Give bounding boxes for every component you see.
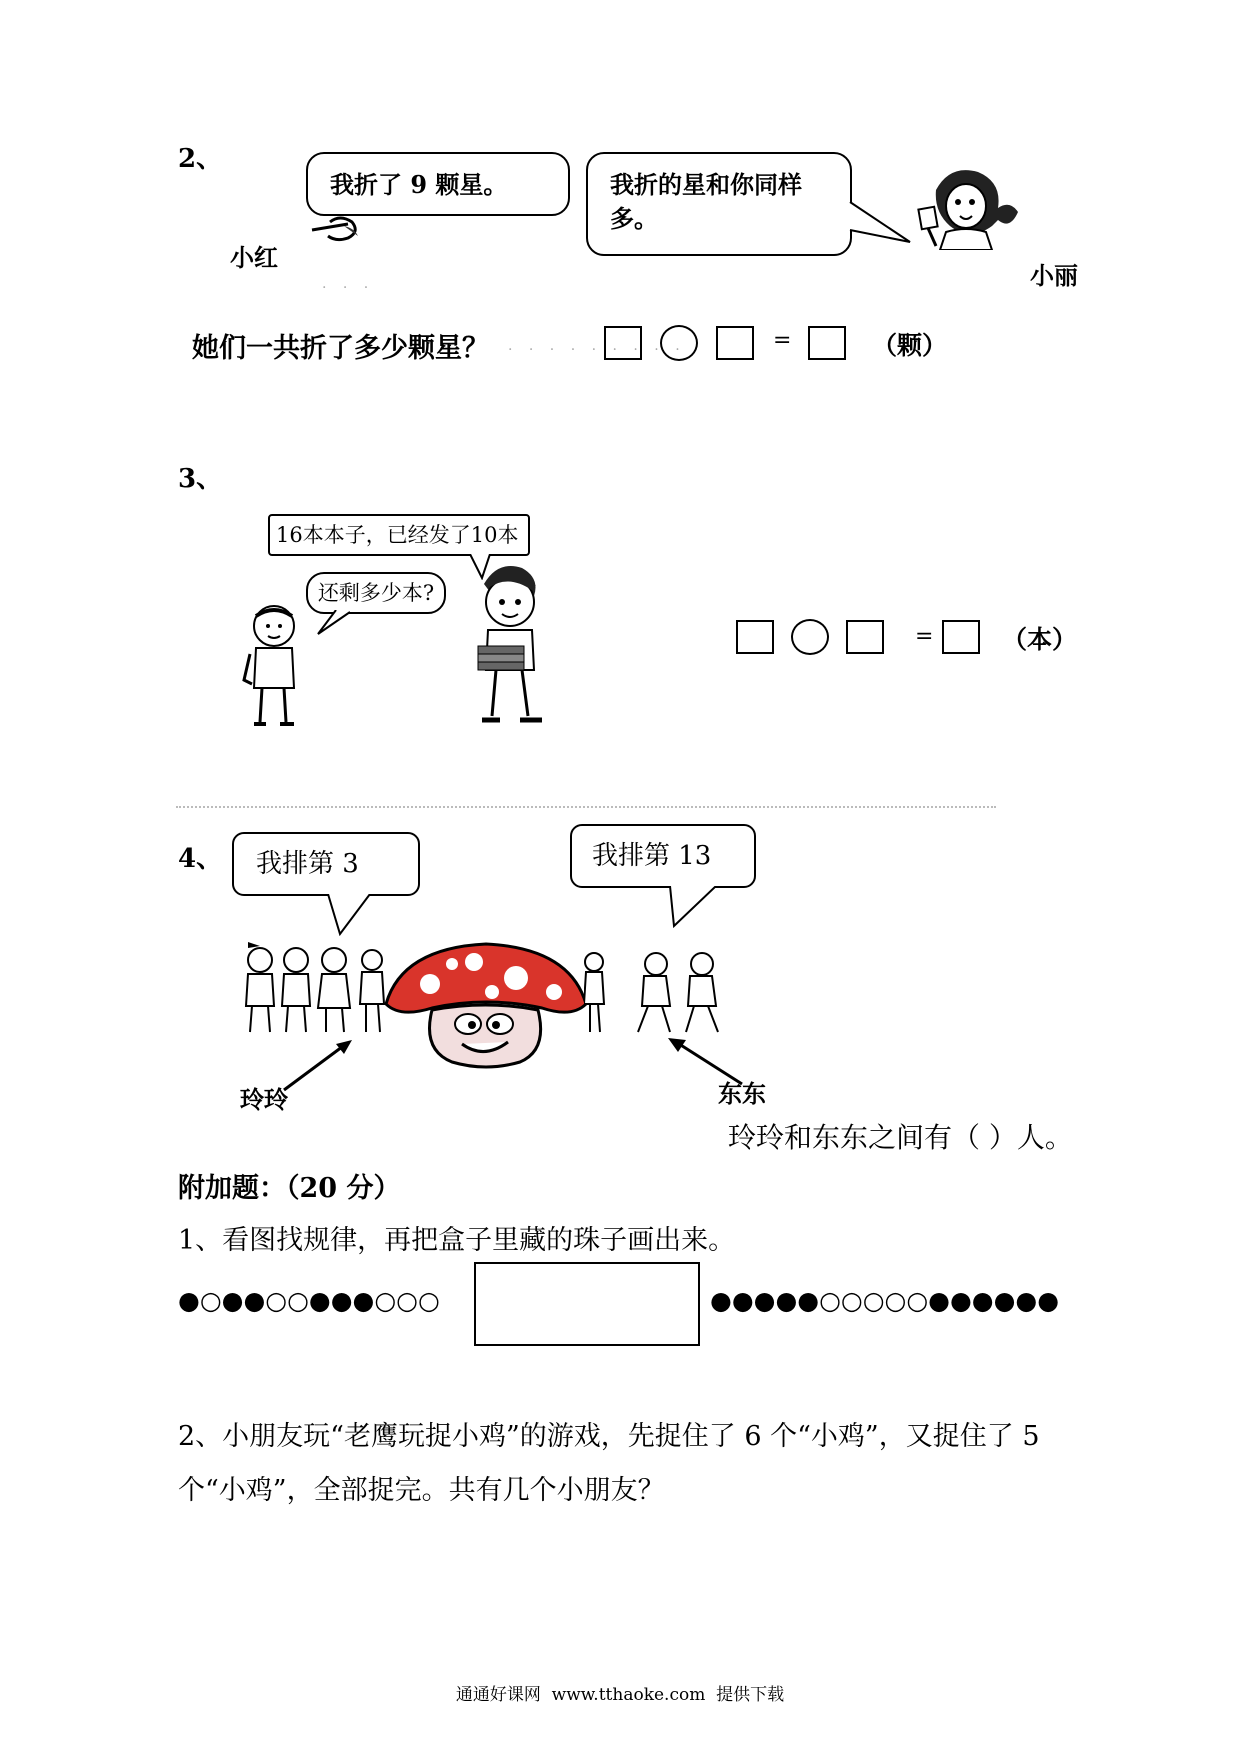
q2-bubble-xiaohong-text: 我折了 9 颗星。	[330, 170, 508, 199]
q4-bubble-dongdong-text: 我排第 13	[592, 841, 712, 871]
q4-name-lingling: 玲玲	[240, 1085, 288, 1114]
girl-xiaoli-illustration-icon	[906, 160, 1024, 250]
arrow-to-lingling-icon	[278, 1034, 358, 1094]
decorative-dots-2: . . . . . . . . .	[508, 338, 686, 354]
question-3-number: 3、	[178, 464, 223, 494]
q4-name-dongdong: 东东	[718, 1079, 766, 1108]
q2-answer-box-2[interactable]	[716, 326, 754, 360]
question-4-number: 4、	[178, 844, 223, 874]
q4-bubble-lingling	[232, 832, 420, 896]
bead-pattern-right: ●●●●●○○○○○●●●●●●	[710, 1286, 1060, 1315]
q3-bubble-bottom	[306, 572, 446, 614]
q4-bubble-lingling-text: 我排第 3	[256, 849, 359, 879]
decorative-dots: . . .	[322, 276, 375, 292]
q3-bubble-top	[268, 514, 530, 556]
q2-operator-circle[interactable]	[660, 325, 698, 361]
q2-name-xiaohong: 小红	[230, 243, 278, 272]
q2-bubble-xiaoli-text: 我折的星和你同样多。	[610, 170, 802, 233]
q2-unit: （颗）	[872, 331, 948, 360]
children-queue-right-illustration-icon	[584, 946, 734, 1038]
boy-left-illustration-icon	[236, 604, 306, 728]
q2-answer-box-1[interactable]	[604, 326, 642, 360]
bead-pattern-left: ●○●●○○●●●○○○	[178, 1286, 440, 1315]
q4-bubble-dongdong-tail	[664, 886, 724, 928]
q3-bubble-bottom-tail	[316, 610, 356, 636]
q3-operator-circle[interactable]	[791, 619, 829, 655]
section-divider-dotted	[176, 806, 996, 808]
q3-bubble-bottom-text: 还剩多少本?	[317, 581, 435, 605]
children-queue-left-illustration-icon	[240, 942, 390, 1038]
boy-right-with-books-illustration-icon	[468, 560, 548, 730]
q2-bubble-xiaoli	[586, 152, 852, 256]
bonus-q2-line2: 个“小鸡”，全部捉完。共有几个小朋友？	[178, 1475, 665, 1506]
q2-bubble-xiaohong	[306, 152, 570, 216]
q3-unit: （本）	[1002, 625, 1078, 654]
q3-answer-box-2[interactable]	[846, 620, 884, 654]
q3-bubble-top-text: 16本本子，已经发了10本	[276, 523, 519, 547]
q3-answer-box-1[interactable]	[736, 620, 774, 654]
hidden-beads-box[interactable]	[474, 1262, 700, 1346]
q2-question: 她们一共折了多少颗星？	[192, 333, 489, 364]
bonus-q1-text: 1、看图找规律，再把盒子里藏的珠子画出来。	[178, 1225, 736, 1256]
q2-name-xiaoli: 小丽	[1030, 261, 1078, 290]
girl-figure-partial-icon	[308, 214, 372, 244]
q3-equals-sign: =	[915, 624, 934, 649]
q4-question: 玲玲和东东之间有（ ）人。	[728, 1121, 1073, 1154]
page-footer: 通通好课网 www.tthaoke.com 提供下载	[455, 1685, 785, 1705]
q2-equals-sign: =	[773, 328, 792, 353]
bonus-q2-line1: 2、小朋友玩“老鹰玩捉小鸡”的游戏，先捉住了 6 个“小鸡”，又捉住了 5	[178, 1421, 1040, 1452]
q2-answer-box-result[interactable]	[808, 326, 846, 360]
mushroom-illustration-icon	[382, 940, 588, 1070]
bonus-title: 附加题：（20 分）	[178, 1173, 401, 1204]
question-2-number: 2、	[178, 144, 223, 174]
q4-bubble-lingling-tail	[324, 894, 374, 936]
q4-bubble-dongdong	[570, 824, 756, 888]
q3-answer-box-result[interactable]	[942, 620, 980, 654]
